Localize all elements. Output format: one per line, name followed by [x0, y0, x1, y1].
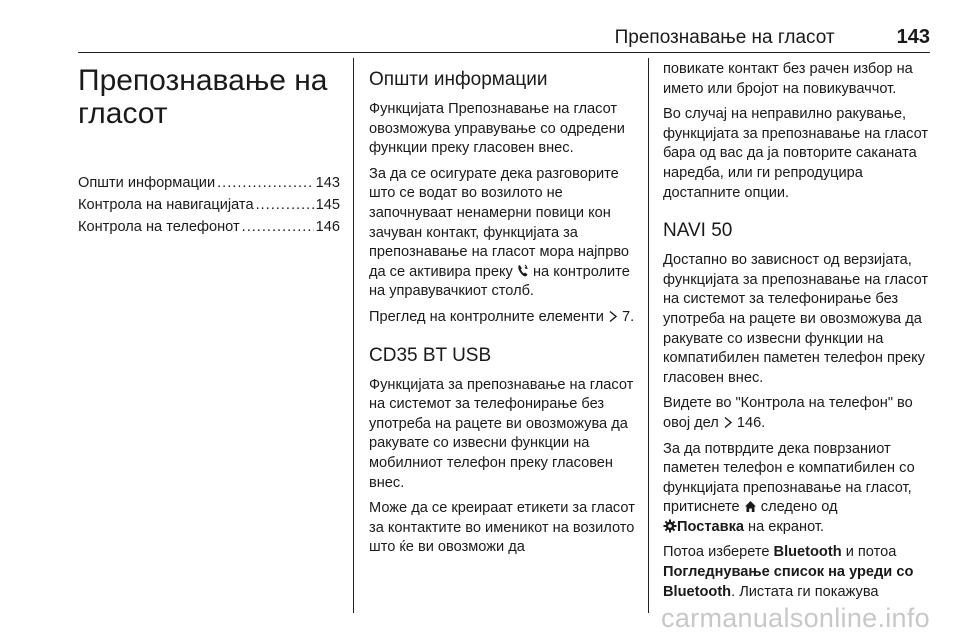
- paragraph: Функцијата за препознавање на гласот на системот за телефонирање без употреба на рацете ви овозможува да ракувате со извесни функции на мобилниот телефон преку гласовен внес.: [369, 376, 634, 491]
- toc-item-navigation-control[interactable]: [78, 194, 340, 216]
- voice-phone-icon: [517, 263, 529, 278]
- home-icon: [744, 500, 757, 513]
- column-3: [663, 60, 931, 608]
- toc-leader-dots: [217, 172, 314, 194]
- toc-label: Контрола на телефонот: [78, 219, 240, 235]
- header-rule: [78, 52, 930, 53]
- toc-item-general-info[interactable]: [78, 172, 340, 194]
- column-divider-1: [353, 58, 354, 613]
- gear-icon: [663, 519, 677, 533]
- toc-leader-dots: [242, 216, 314, 238]
- column-2: [369, 60, 635, 564]
- paragraph: Видете во "Контрола на телефон" во овој дел 146.: [663, 395, 913, 431]
- toc-page: 143: [315, 175, 340, 191]
- column-1: [78, 60, 340, 238]
- running-header: [78, 26, 930, 52]
- paragraph: повикате контакт без рачен избор на името или бројот на повикуваччот.: [663, 61, 913, 97]
- paragraph: Потоа изберете Bluetooth и потоа Погледнување список на уреди со Bluetooth. Листата ги покажува: [663, 544, 914, 600]
- paragraph: Функцијата Препознавање на гласот овозможува управување со одредени функции преку гласовен внес.: [369, 101, 625, 157]
- running-header-title: Препознавање на гласот: [614, 27, 835, 48]
- toc-label: Контрола на навигацијата: [78, 197, 254, 213]
- toc-label: Општи информации: [78, 175, 216, 191]
- paragraph: За да потврдите дека поврзаниот паметен телефон е компатибилен со функцијата препознавање на гласот, притиснете следено од Поставка на екранот.: [663, 440, 915, 535]
- paragraph: За да се осигурате дека разговорите што се водат во возилото не започнуваат ненамерни повици кон зачуван контакт, функцијата за препознавање на гласот мора најпрво да се активира преку на контролите на управувачкиот столб.: [369, 165, 630, 300]
- paragraph: Може да се креираат етикети за гласот за контактите во именикот на возилото што ќе ви овозможи да: [369, 500, 635, 556]
- toc-item-phone-control[interactable]: [78, 216, 340, 238]
- column-divider-2: [648, 58, 649, 613]
- section-heading-cd35: CD35 BT USB: [369, 344, 492, 366]
- toc-leader-dots: [256, 194, 314, 216]
- paragraph: Во случај на неправилно ракување, функцијата за препознавање на гласот бара од вас да ја повторите саканата наредба, или ги репродуцира достапните опции.: [663, 106, 929, 201]
- chapter-title: Препознавање на гласот: [78, 64, 328, 130]
- paragraph: Достапно во зависност од верзијата, функцијата за препознавање на гласот на системот за телефонирање без употреба на рацете ви овозможува да ракувате со извесни функции на компатибилен паметен телефон преку гласовен внес.: [663, 252, 929, 386]
- toc-page: 145: [315, 197, 340, 213]
- reference-arrow-icon[interactable]: [723, 416, 733, 429]
- toc-page: 146: [315, 219, 340, 235]
- page-number: 143: [896, 26, 930, 48]
- section-heading-navi50: NAVI 50: [663, 220, 733, 242]
- paragraph: Преглед на контролните елементи 7.: [369, 308, 635, 325]
- watermark: carmanualsonline.info: [661, 603, 930, 633]
- section-heading-general-info: Општи информации: [369, 69, 548, 90]
- reference-arrow-icon[interactable]: [608, 310, 618, 323]
